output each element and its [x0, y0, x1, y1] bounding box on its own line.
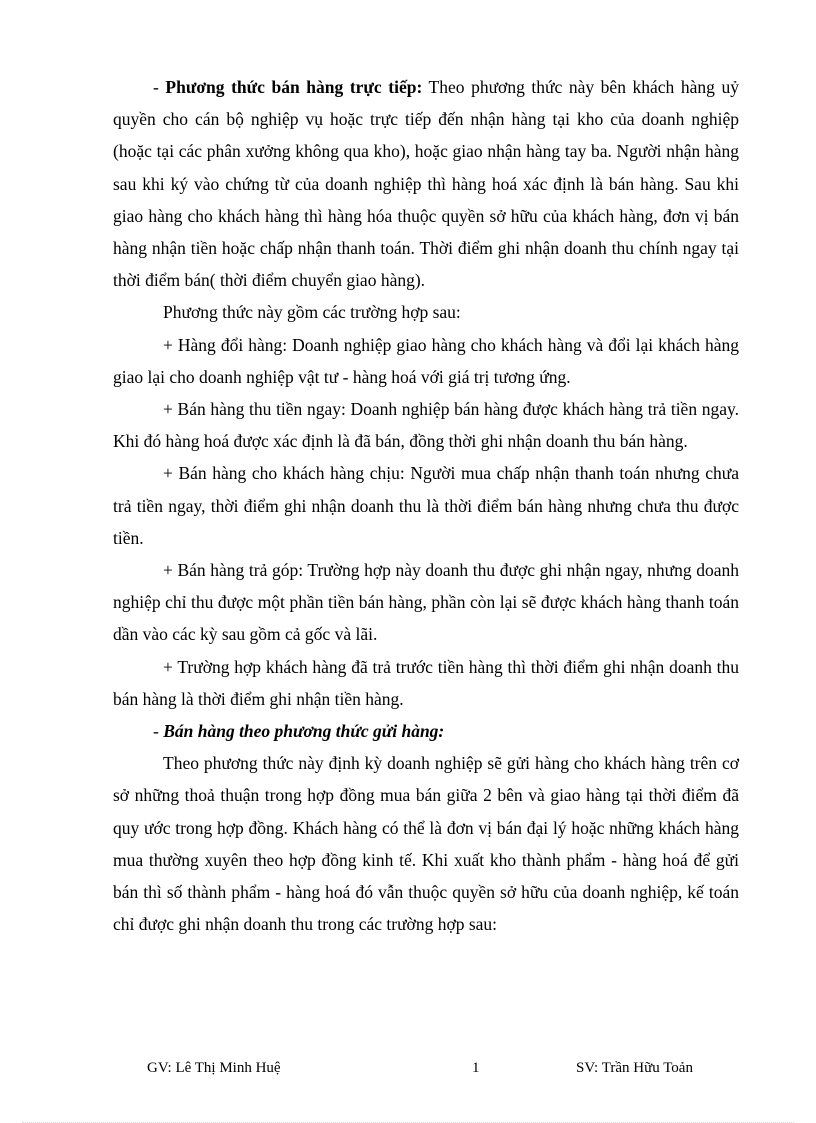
footer-student: SV: Trần Hữu Toản [576, 1060, 693, 1076]
document-body [113, 71, 739, 940]
page-number: 1 [472, 1060, 480, 1076]
paragraph-barter: + Hàng đổi hàng: Doanh nghiệp giao hàng cho khách hàng và đổi lại khách hàng giao lại cho doanh nghiệp vật tư - hàng hoá với giá trị tương ứng. [113, 334, 739, 387]
paragraph-credit-sale: + Bán hàng cho khách hàng chịu: Người mua chấp nhận thanh toán nhưng chưa trả tiền ngay, thời điểm ghi nhận doanh thu là thời điểm bán hàng nhưng chưa thu được tiền. [113, 463, 739, 548]
footer-instructor: GV: Lê Thị Minh Huệ [147, 1060, 281, 1076]
bullet-dash: - [153, 77, 166, 97]
bullet-dash: - [153, 721, 164, 742]
heading-direct-sale: Phương thức bán hàng trực tiếp: [165, 77, 423, 97]
paragraph-direct-sale [113, 71, 739, 296]
paragraph-consignment: Theo phương thức này định kỳ doanh nghiệp sẽ gửi hàng cho khách hàng trên cơ sở những thoả thuận trong hợp đồng mua bán giữa 2 bên và giao hàng tại thời điểm đã quy ước trong hợp đồng. Khách hàng có thể là đơn vị bán đại lý hoặc những khách hàng mua thường xuyên theo hợp đồng kinh tế. Khi xuất kho thành phẩm - hàng hoá để gửi bán thì số thành phẩm - hàng hoá đó vẫn thuộc quyền sở hữu của doanh nghiệp, kế toán chỉ được ghi nhận doanh thu trong các trường hợp sau: [113, 753, 739, 935]
paragraph-consignment-heading [113, 715, 739, 747]
paragraph-cases-intro: Phương thức này gồm các trường hợp sau: [163, 302, 461, 323]
paragraph-cash-sale: + Bán hàng thu tiền ngay: Doanh nghiệp bán hàng được khách hàng trả tiền ngay. Khi đó hàng hoá được xác định là đã bán, đồng thời ghi nhận doanh thu bán hàng. [113, 399, 739, 452]
paragraph-text: Theo phương thức này bên khách hàng uỷ quyền cho cán bộ nghiệp vụ hoặc trực tiếp đến nhận hàng tại kho của doanh nghiệp (hoặc tại các phân xưởng không qua kho), hoặc giao nhận hàng tay ba. Người nhận hàng sau khi ký vào chứng từ của doanh nghiệp thì hàng hoá xác định là bán hàng. Sau khi giao hàng cho khách hàng thì hàng hóa thuộc quyền sở hữu của khách hàng, đơn vị bán hàng nhận tiền hoặc chấp nhận thanh toán. Thời điểm ghi nhận doanh thu chính ngay tại thời điểm bán( thời điểm chuyển giao hàng). [113, 77, 739, 291]
paragraph-installment-sale: + Bán hàng trả góp: Trường hợp này doanh thu được ghi nhận ngay, nhưng doanh nghiệp chỉ thu được một phần tiền bán hàng, phần còn lại sẽ được khách hàng thanh toán dần vào các kỳ sau gồm cả gốc và lãi. [113, 560, 739, 645]
heading-consignment: Bán hàng theo phương thức gửi hàng: [163, 721, 445, 742]
page-footer [0, 1057, 816, 1079]
paragraph-prepaid: + Trường hợp khách hàng đã trả trước tiền hàng thì thời điểm ghi nhận doanh thu bán hàng là thời điểm ghi nhận tiền hàng. [113, 656, 739, 709]
